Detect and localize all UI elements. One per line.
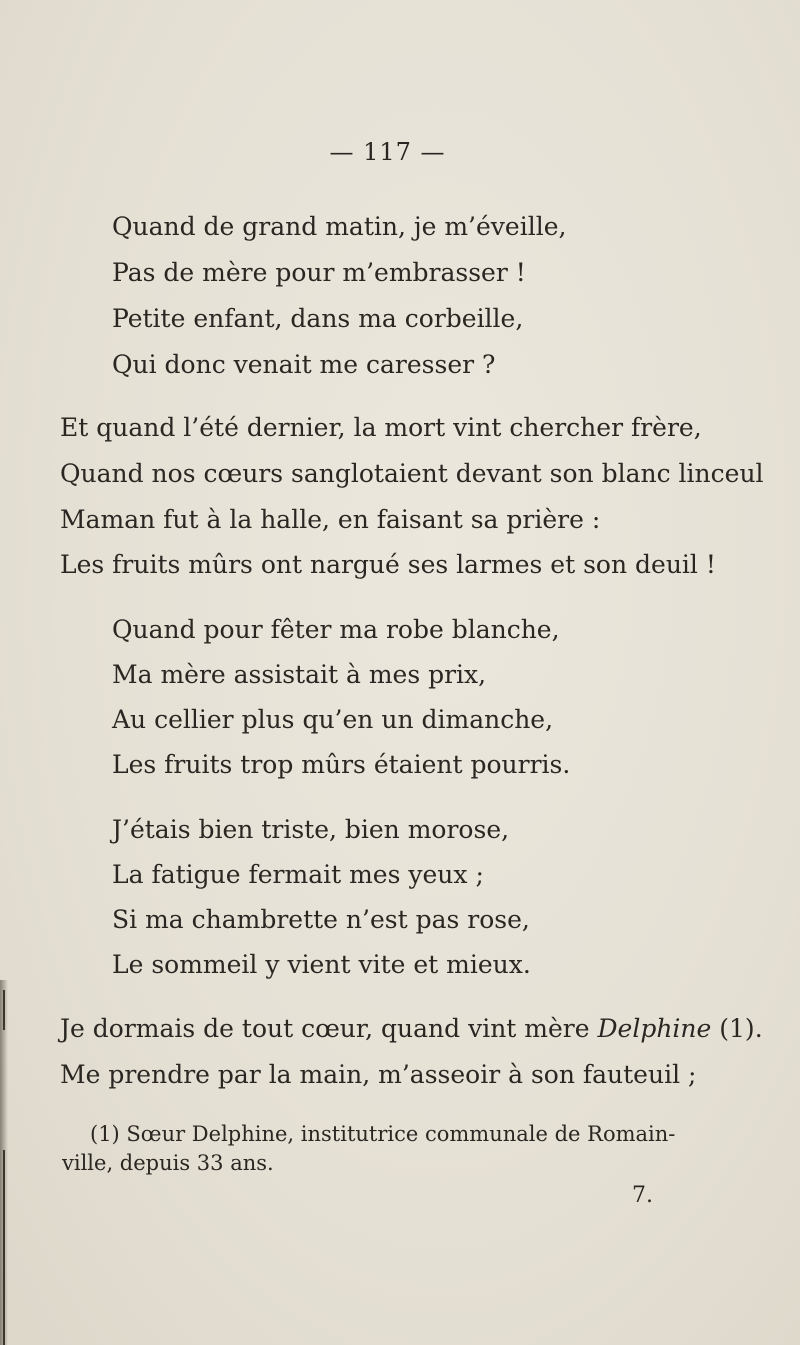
verse-line: Quand nos cœurs sanglotaient devant son blanc linceul [60,459,764,488]
footnote-line: ville, depuis 33 ans. [62,1151,274,1175]
verse-line: Quand pour fêter ma robe blanche, [112,615,560,644]
verse-line: La fatigue fermait mes yeux ; [112,860,484,889]
verse-line: Petite enfant, dans ma corbeille, [112,304,524,333]
page-edge-mark [3,990,5,1030]
verse-line: Et quand l’été dernier, la mort vint chercher frère, [60,413,702,442]
signature-mark: 7. [632,1183,653,1208]
verse-line: Me prendre par la main, m’asseoir à son fauteuil ; [60,1060,697,1089]
verse-line: Le sommeil y vient vite et mieux. [112,950,531,979]
page-number: — 117 — [329,138,446,166]
verse-line: Si ma chambrette n’est pas rose, [112,905,530,934]
verse-text: Je dormais de tout cœur, quand vint mère [60,1014,598,1043]
verse-line: Les fruits trop mûrs étaient pourris. [112,750,571,779]
verse-line: Pas de mère pour m’embrasser ! [112,258,526,287]
verse-line: Ma mère assistait à mes prix, [112,660,487,689]
italic-name: Delphine [597,1014,712,1043]
footnote-line: (1) Sœur Delphine, institutrice communale de Romain- [90,1122,676,1146]
verse-line: Au cellier plus qu’en un dimanche, [112,705,554,734]
verse-line [60,1014,763,1044]
footnote-ref: (1). [711,1014,763,1043]
verse-line: J’étais bien triste, bien morose, [112,815,510,844]
verse-line: Les fruits mûrs ont nargué ses larmes et son deuil ! [60,550,716,579]
page-edge-mark [3,1150,5,1345]
verse-line: Quand de grand matin, je m’éveille, [112,212,567,241]
verse-line: Qui donc venait me caresser ? [112,350,496,379]
verse-line: Maman fut à la halle, en faisant sa prière : [60,505,601,534]
